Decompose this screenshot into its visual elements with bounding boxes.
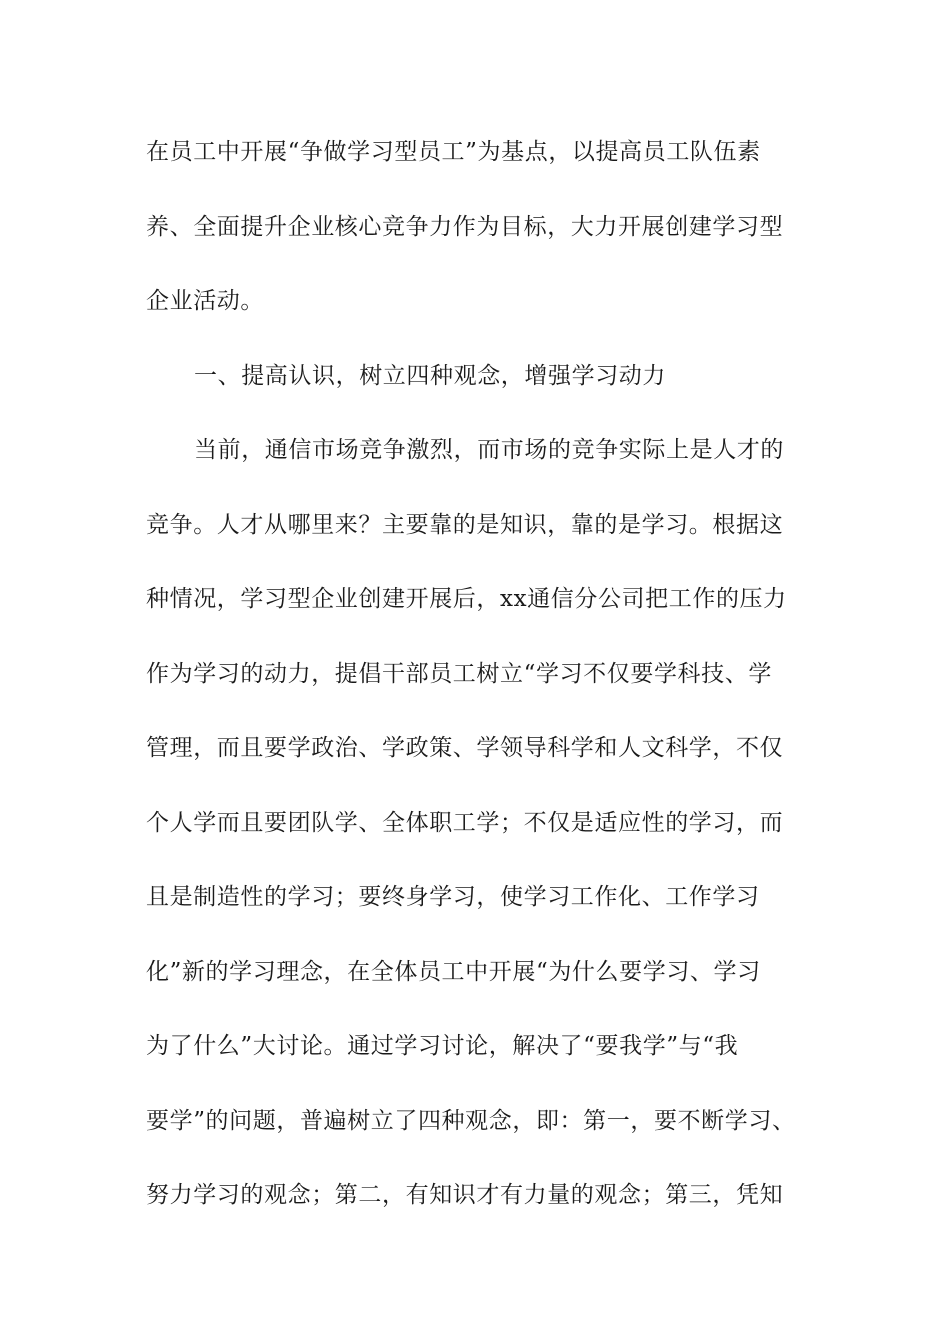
paragraph-line-1: 在员工中开展“争做学习型员工”为基点，以提高员工队伍素	[146, 139, 761, 165]
paragraph-line-8: 作为学习的动力，提倡干部员工树立“学习不仅要学科技、学	[146, 661, 772, 687]
paragraph-line-10: 个人学而且要团队学、全体职工学；不仅是适应性的学习，而	[146, 810, 784, 836]
paragraph-line-6: 竞争。人才从哪里来？主要靠的是知识，靠的是学习。根据这	[146, 512, 784, 538]
paragraph-line-5: 当前，通信市场竞争激烈，而市场的竞争实际上是人才的	[194, 437, 784, 463]
paragraph-line-14: 要学”的问题，普遍树立了四种观念，即：第一，要不断学习、	[146, 1108, 796, 1134]
paragraph-line-2: 养、全面提升企业核心竞争力作为目标，大力开展创建学习型	[146, 214, 784, 240]
paragraph-line-11: 且是制造性的学习；要终身学习，使学习工作化、工作学习	[146, 884, 760, 910]
paragraph-line-13: 为了什么”大讨论。通过学习讨论，解决了“要我学”与“我	[146, 1033, 739, 1059]
section-heading: 一、提高认识，树立四种观念，增强学习动力	[194, 363, 666, 389]
paragraph-line-15: 努力学习的观念；第二，有知识才有力量的观念；第三，凭知	[146, 1182, 784, 1208]
paragraph-line-3: 企业活动。	[146, 288, 264, 314]
paragraph-line-12: 化”新的学习理念，在全体员工中开展“为什么要学习、学习	[146, 959, 761, 985]
paragraph-line-7: 种情况，学习型企业创建开展后，xx通信分公司把工作的压力	[146, 586, 787, 612]
paragraph-line-9: 管理，而且要学政治、学政策、学领导科学和人文科学，不仅	[146, 735, 784, 761]
